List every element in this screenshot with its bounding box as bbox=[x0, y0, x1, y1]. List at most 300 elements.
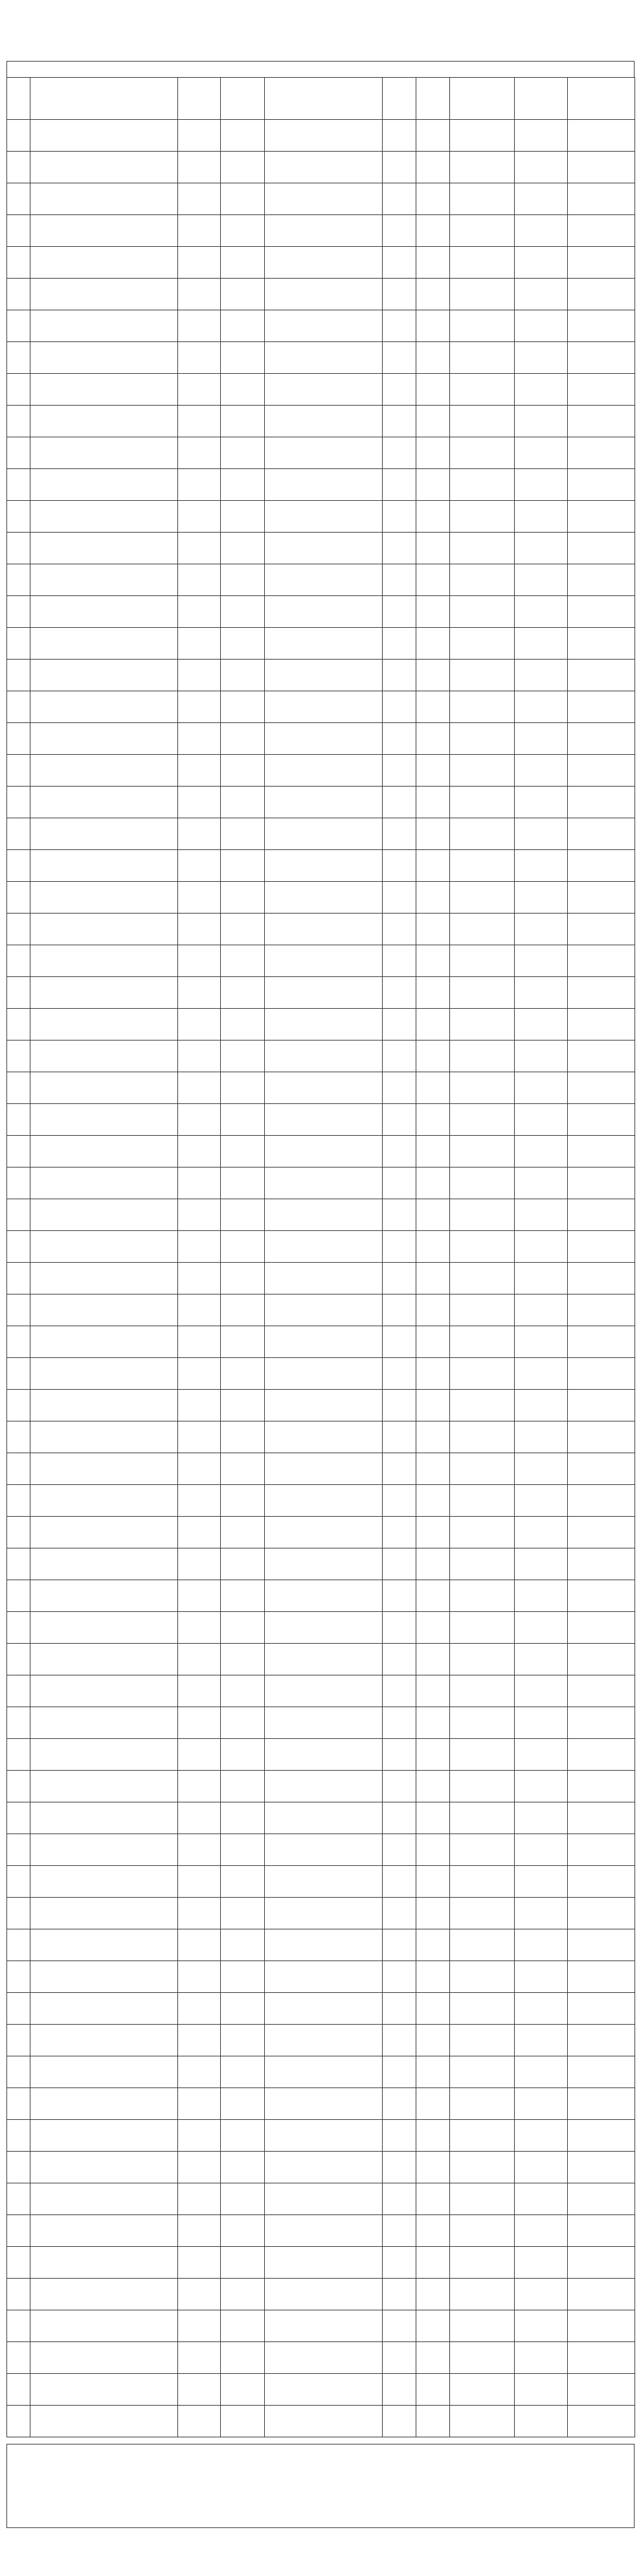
table-cell bbox=[221, 215, 265, 247]
table-row bbox=[7, 1421, 635, 1453]
table-cell bbox=[30, 2025, 178, 2056]
table-cell bbox=[515, 691, 568, 723]
table-cell bbox=[221, 755, 265, 787]
table-row bbox=[7, 660, 635, 691]
table-cell bbox=[265, 818, 383, 850]
table-row bbox=[7, 1009, 635, 1041]
table-cell bbox=[383, 1866, 416, 1898]
table-cell bbox=[568, 1929, 635, 1961]
table-cell bbox=[383, 2342, 416, 2374]
table-cell bbox=[7, 1136, 30, 1167]
table-row bbox=[7, 1231, 635, 1263]
table-cell bbox=[265, 2183, 383, 2215]
table-cell bbox=[7, 501, 30, 533]
table-cell bbox=[383, 914, 416, 945]
table-cell bbox=[515, 1326, 568, 1358]
table-cell bbox=[178, 691, 221, 723]
table-cell bbox=[515, 787, 568, 818]
table-cell bbox=[178, 596, 221, 628]
table-cell bbox=[515, 1675, 568, 1707]
table-cell bbox=[178, 564, 221, 596]
table-cell bbox=[568, 1866, 635, 1898]
table-cell bbox=[265, 1580, 383, 1612]
table-cell bbox=[515, 2056, 568, 2088]
table-cell bbox=[568, 787, 635, 818]
table-cell bbox=[515, 2183, 568, 2215]
table-cell bbox=[221, 691, 265, 723]
table-row bbox=[7, 1485, 635, 1517]
table-cell bbox=[416, 1453, 450, 1485]
table-cell bbox=[568, 977, 635, 1009]
table-cell bbox=[450, 2310, 515, 2342]
table-cell bbox=[515, 1739, 568, 1771]
table-cell bbox=[383, 1294, 416, 1326]
table-cell bbox=[568, 342, 635, 374]
table-cell bbox=[265, 2056, 383, 2088]
table-cell bbox=[515, 279, 568, 310]
table-cell bbox=[221, 1041, 265, 1072]
table-cell bbox=[221, 1009, 265, 1041]
table-cell bbox=[416, 596, 450, 628]
table-cell bbox=[30, 215, 178, 247]
table-cell bbox=[178, 1548, 221, 1580]
table-cell bbox=[383, 723, 416, 755]
table-cell bbox=[221, 469, 265, 501]
table-cell bbox=[450, 1009, 515, 1041]
table-cell bbox=[7, 1548, 30, 1580]
table-cell bbox=[416, 2120, 450, 2152]
table-cell bbox=[450, 1294, 515, 1326]
table-cell bbox=[265, 1072, 383, 1104]
document-title bbox=[6, 12, 635, 36]
table-cell bbox=[7, 945, 30, 977]
table-row bbox=[7, 2088, 635, 2120]
table-cell bbox=[515, 1834, 568, 1866]
table-cell bbox=[450, 2088, 515, 2120]
table-cell bbox=[7, 564, 30, 596]
table-cell bbox=[178, 247, 221, 279]
table-cell bbox=[7, 914, 30, 945]
table-cell bbox=[30, 1199, 178, 1231]
table-cell bbox=[178, 120, 221, 152]
table-cell bbox=[450, 2183, 515, 2215]
table-cell bbox=[178, 660, 221, 691]
table-cell bbox=[178, 1739, 221, 1771]
table-cell bbox=[450, 914, 515, 945]
table-cell bbox=[178, 310, 221, 342]
table-cell bbox=[221, 882, 265, 914]
table-cell bbox=[221, 374, 265, 406]
table-cell bbox=[568, 1580, 635, 1612]
table-row bbox=[7, 1358, 635, 1390]
table-cell bbox=[178, 628, 221, 660]
publication-period bbox=[6, 40, 635, 56]
table-cell bbox=[7, 1993, 30, 2025]
table-cell bbox=[30, 1263, 178, 1294]
table-cell bbox=[7, 1453, 30, 1485]
table-cell bbox=[515, 1898, 568, 1929]
table-cell bbox=[416, 1421, 450, 1453]
table-cell bbox=[265, 152, 383, 183]
table-cell bbox=[383, 1421, 416, 1453]
table-cell bbox=[515, 723, 568, 755]
table-cell bbox=[178, 1358, 221, 1390]
table-cell bbox=[450, 1326, 515, 1358]
table-cell bbox=[265, 2406, 383, 2437]
table-row bbox=[7, 564, 635, 596]
table-cell bbox=[178, 1929, 221, 1961]
table-cell bbox=[416, 818, 450, 850]
table-cell bbox=[416, 1231, 450, 1263]
table-cell bbox=[178, 1961, 221, 1993]
table-cell bbox=[7, 1041, 30, 1072]
table-cell bbox=[450, 1707, 515, 1739]
table-cell bbox=[265, 342, 383, 374]
table-cell bbox=[383, 533, 416, 564]
table-cell bbox=[383, 406, 416, 437]
table-cell bbox=[383, 1580, 416, 1612]
table-cell bbox=[568, 1707, 635, 1739]
table-cell bbox=[416, 1041, 450, 1072]
table-cell bbox=[221, 1866, 265, 1898]
table-cell bbox=[515, 2247, 568, 2279]
table-cell bbox=[7, 1580, 30, 1612]
table-cell bbox=[416, 1929, 450, 1961]
table-cell bbox=[515, 2279, 568, 2310]
table-cell bbox=[416, 1326, 450, 1358]
table-cell bbox=[221, 818, 265, 850]
table-cell bbox=[416, 723, 450, 755]
table-cell bbox=[383, 691, 416, 723]
table-row bbox=[7, 1072, 635, 1104]
table-cell bbox=[7, 2310, 30, 2342]
table-cell bbox=[7, 1072, 30, 1104]
table-cell bbox=[221, 1199, 265, 1231]
table-cell bbox=[515, 469, 568, 501]
table-row bbox=[7, 1675, 635, 1707]
table-cell bbox=[568, 2056, 635, 2088]
table-cell bbox=[416, 406, 450, 437]
table-cell bbox=[568, 1993, 635, 2025]
table-cell bbox=[221, 279, 265, 310]
table-cell bbox=[221, 2025, 265, 2056]
table-cell bbox=[7, 2247, 30, 2279]
table-cell bbox=[383, 1136, 416, 1167]
table-cell bbox=[178, 1136, 221, 1167]
table-cell bbox=[383, 1009, 416, 1041]
table-row bbox=[7, 374, 635, 406]
table-cell bbox=[30, 1580, 178, 1612]
table-cell bbox=[568, 1390, 635, 1421]
table-cell bbox=[416, 2342, 450, 2374]
table-row bbox=[7, 406, 635, 437]
table-cell bbox=[221, 596, 265, 628]
table-cell bbox=[515, 120, 568, 152]
table-cell bbox=[416, 1612, 450, 1644]
table-cell bbox=[221, 1993, 265, 2025]
table-cell bbox=[568, 1517, 635, 1548]
table-cell bbox=[178, 2406, 221, 2437]
table-cell bbox=[265, 1358, 383, 1390]
table-cell bbox=[450, 310, 515, 342]
table-cell bbox=[383, 1707, 416, 1739]
table-cell bbox=[7, 1358, 30, 1390]
table-cell bbox=[568, 533, 635, 564]
table-cell bbox=[383, 1834, 416, 1866]
table-cell bbox=[383, 628, 416, 660]
table-cell bbox=[450, 152, 515, 183]
table-cell bbox=[450, 1072, 515, 1104]
table-cell bbox=[450, 723, 515, 755]
table-cell bbox=[265, 1517, 383, 1548]
table-cell bbox=[221, 1548, 265, 1580]
table-cell bbox=[178, 1072, 221, 1104]
table-row bbox=[7, 914, 635, 945]
table-cell bbox=[30, 691, 178, 723]
table-cell bbox=[515, 564, 568, 596]
table-cell bbox=[30, 723, 178, 755]
table-cell bbox=[178, 469, 221, 501]
table-cell bbox=[30, 310, 178, 342]
table-cell bbox=[568, 1644, 635, 1675]
table-cell bbox=[178, 1421, 221, 1453]
table-cell bbox=[30, 342, 178, 374]
table-cell bbox=[416, 1961, 450, 1993]
table-cell bbox=[450, 1644, 515, 1675]
table-cell bbox=[7, 2374, 30, 2406]
table-cell bbox=[265, 2310, 383, 2342]
table-cell bbox=[221, 1231, 265, 1263]
table-cell bbox=[7, 1009, 30, 1041]
table-cell bbox=[221, 1104, 265, 1136]
table-cell bbox=[568, 850, 635, 882]
table-cell bbox=[178, 2247, 221, 2279]
table-cell bbox=[30, 1072, 178, 1104]
column-header bbox=[568, 78, 635, 120]
table-cell bbox=[450, 2215, 515, 2247]
table-cell bbox=[178, 1326, 221, 1358]
table-cell bbox=[7, 1390, 30, 1421]
table-cell bbox=[515, 882, 568, 914]
table-cell bbox=[383, 1390, 416, 1421]
table-cell bbox=[221, 2120, 265, 2152]
table-cell bbox=[7, 310, 30, 342]
table-cell bbox=[450, 406, 515, 437]
table-cell bbox=[568, 374, 635, 406]
table-cell bbox=[7, 406, 30, 437]
table-cell bbox=[7, 2342, 30, 2374]
table-cell bbox=[383, 1263, 416, 1294]
table-cell bbox=[450, 2342, 515, 2374]
table-cell bbox=[265, 1294, 383, 1326]
table-row bbox=[7, 1993, 635, 2025]
table-cell bbox=[178, 755, 221, 787]
table-cell bbox=[515, 342, 568, 374]
table-cell bbox=[568, 1898, 635, 1929]
table-cell bbox=[265, 1898, 383, 1929]
table-row bbox=[7, 787, 635, 818]
table-cell bbox=[265, 1929, 383, 1961]
table-cell bbox=[30, 2056, 178, 2088]
table-cell bbox=[178, 501, 221, 533]
table-cell bbox=[221, 1263, 265, 1294]
table-cell bbox=[221, 1517, 265, 1548]
table-row bbox=[7, 628, 635, 660]
table-cell bbox=[265, 691, 383, 723]
table-row bbox=[7, 1453, 635, 1485]
table-cell bbox=[568, 469, 635, 501]
table-cell bbox=[7, 437, 30, 469]
table-cell bbox=[568, 882, 635, 914]
table-cell bbox=[221, 1675, 265, 1707]
table-cell bbox=[568, 501, 635, 533]
table-cell bbox=[568, 406, 635, 437]
table-cell bbox=[515, 1771, 568, 1802]
table-cell bbox=[383, 1104, 416, 1136]
table-cell bbox=[7, 1294, 30, 1326]
table-cell bbox=[450, 2374, 515, 2406]
table-cell bbox=[221, 1072, 265, 1104]
table-cell bbox=[7, 596, 30, 628]
table-cell bbox=[221, 2056, 265, 2088]
table-cell bbox=[515, 628, 568, 660]
table-cell bbox=[568, 1961, 635, 1993]
table-cell bbox=[450, 818, 515, 850]
table-cell bbox=[265, 1199, 383, 1231]
table-cell bbox=[416, 1263, 450, 1294]
table-cell bbox=[416, 1390, 450, 1421]
table-cell bbox=[221, 2342, 265, 2374]
table-cell bbox=[450, 1739, 515, 1771]
table-cell bbox=[568, 1485, 635, 1517]
table-cell bbox=[416, 1517, 450, 1548]
table-cell bbox=[30, 2342, 178, 2374]
table-cell bbox=[416, 215, 450, 247]
table-cell bbox=[265, 2247, 383, 2279]
table-cell bbox=[265, 215, 383, 247]
table-cell bbox=[265, 1644, 383, 1675]
table-cell bbox=[265, 1961, 383, 1993]
table-cell bbox=[383, 279, 416, 310]
table-cell bbox=[221, 723, 265, 755]
table-cell bbox=[30, 1326, 178, 1358]
table-row bbox=[7, 247, 635, 279]
table-cell bbox=[416, 787, 450, 818]
table-cell bbox=[7, 1898, 30, 1929]
table-cell bbox=[265, 564, 383, 596]
table-cell bbox=[568, 247, 635, 279]
table-cell bbox=[515, 247, 568, 279]
table-cell bbox=[450, 1993, 515, 2025]
table-cell bbox=[515, 1548, 568, 1580]
table-cell bbox=[450, 1104, 515, 1136]
table-cell bbox=[515, 1929, 568, 1961]
table-cell bbox=[416, 1485, 450, 1517]
table-row bbox=[7, 1326, 635, 1358]
table-cell bbox=[221, 1929, 265, 1961]
table-cell bbox=[515, 1104, 568, 1136]
table-cell bbox=[416, 437, 450, 469]
table-cell bbox=[515, 660, 568, 691]
table-cell bbox=[178, 2342, 221, 2374]
table-cell bbox=[383, 1898, 416, 1929]
table-cell bbox=[265, 1548, 383, 1580]
table-cell bbox=[383, 882, 416, 914]
table-cell bbox=[416, 1898, 450, 1929]
table-cell bbox=[178, 437, 221, 469]
table-cell bbox=[265, 850, 383, 882]
table-cell bbox=[515, 406, 568, 437]
table-cell bbox=[450, 945, 515, 977]
table-cell bbox=[515, 1612, 568, 1644]
table-cell bbox=[515, 437, 568, 469]
table-cell bbox=[416, 1136, 450, 1167]
table-cell bbox=[7, 1326, 30, 1358]
table-cell bbox=[568, 279, 635, 310]
table-cell bbox=[568, 1041, 635, 1072]
table-cell bbox=[383, 2152, 416, 2183]
table-cell bbox=[450, 1421, 515, 1453]
table-cell bbox=[450, 1453, 515, 1485]
table-cell bbox=[416, 469, 450, 501]
table-cell bbox=[383, 1358, 416, 1390]
table-cell bbox=[568, 1136, 635, 1167]
table-row bbox=[7, 1390, 635, 1421]
column-header bbox=[515, 78, 568, 120]
table-cell bbox=[265, 1739, 383, 1771]
table-cell bbox=[416, 374, 450, 406]
table-cell bbox=[383, 1167, 416, 1199]
table-cell bbox=[30, 755, 178, 787]
table-cell bbox=[383, 342, 416, 374]
table-cell bbox=[515, 2088, 568, 2120]
table-cell bbox=[221, 1390, 265, 1421]
table-cell bbox=[515, 1802, 568, 1834]
table-cell bbox=[30, 882, 178, 914]
table-cell bbox=[383, 501, 416, 533]
table-cell bbox=[178, 1167, 221, 1199]
table-row bbox=[7, 1263, 635, 1294]
table-cell bbox=[383, 1612, 416, 1644]
table-cell bbox=[7, 1517, 30, 1548]
table-cell bbox=[450, 374, 515, 406]
table-cell bbox=[383, 1644, 416, 1675]
table-cell bbox=[265, 882, 383, 914]
pension-recipient-table bbox=[6, 77, 635, 2437]
table-cell bbox=[265, 1612, 383, 1644]
table-cell bbox=[178, 2152, 221, 2183]
table-cell bbox=[265, 1993, 383, 2025]
table-cell bbox=[7, 850, 30, 882]
table-cell bbox=[515, 2406, 568, 2437]
table-cell bbox=[7, 279, 30, 310]
table-cell bbox=[7, 533, 30, 564]
table-cell bbox=[30, 1358, 178, 1390]
table-cell bbox=[568, 2088, 635, 2120]
table-cell bbox=[416, 2310, 450, 2342]
table-cell bbox=[178, 1453, 221, 1485]
table-cell bbox=[383, 2183, 416, 2215]
table-cell bbox=[265, 945, 383, 977]
table-cell bbox=[568, 1294, 635, 1326]
table-cell bbox=[450, 1866, 515, 1898]
table-cell bbox=[30, 2310, 178, 2342]
table-cell bbox=[383, 2215, 416, 2247]
table-cell bbox=[30, 1485, 178, 1517]
table-cell bbox=[515, 1072, 568, 1104]
table-cell bbox=[7, 1771, 30, 1802]
column-header bbox=[7, 78, 30, 120]
